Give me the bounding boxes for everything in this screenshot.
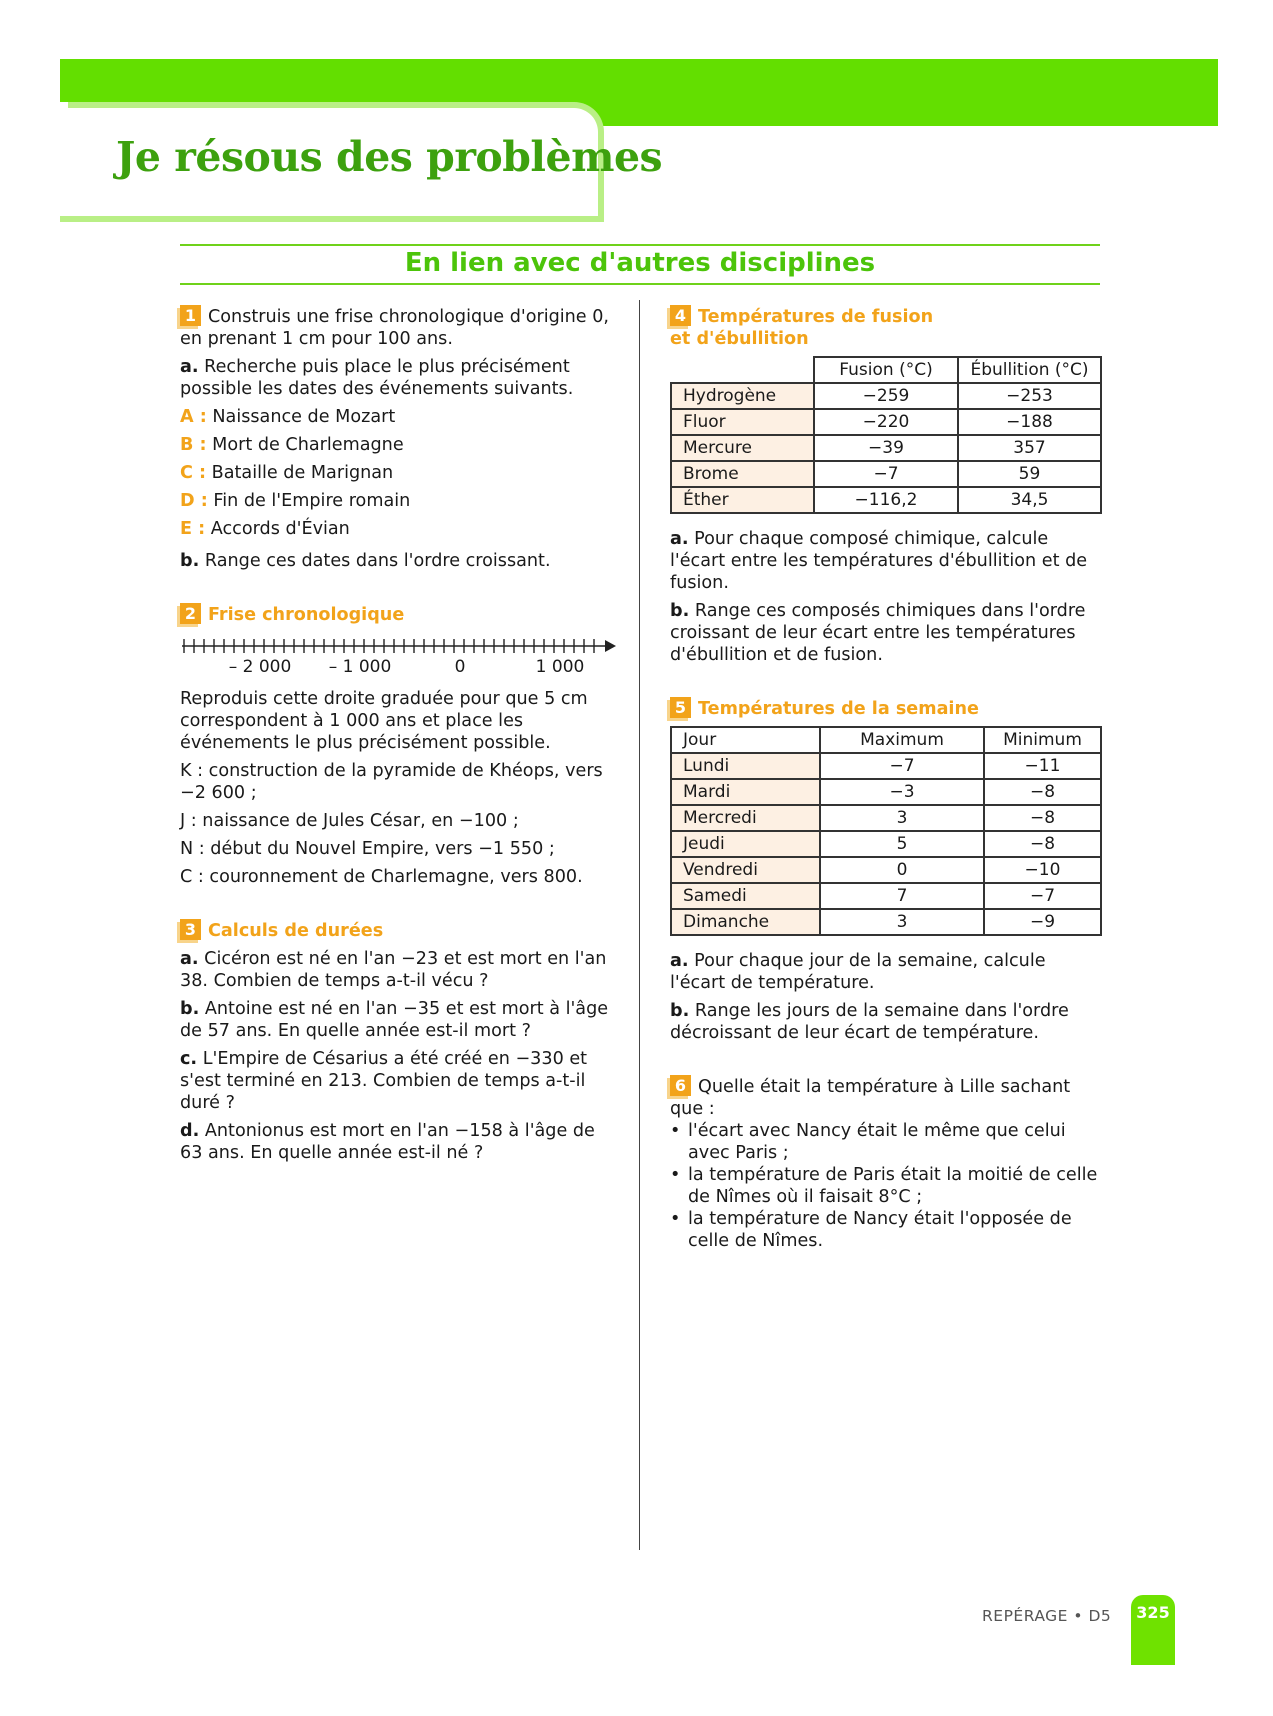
table-cell: −7 [984, 883, 1101, 909]
exercise-3 [180, 919, 620, 1164]
exercise-5 [670, 697, 1102, 1044]
exercise-intro: Construis une frise chronologique d'origine 0, en prenant 1 cm pour 100 ans. [180, 307, 610, 349]
page-title: Je résous des problèmes [116, 133, 663, 181]
axis-label: – 1 000 [328, 657, 392, 677]
table-cell-label: Vendredi [671, 857, 820, 883]
event-letter: E : [180, 519, 206, 539]
exercise-2 [180, 603, 620, 888]
item-label: c. [180, 1049, 198, 1069]
table-cell: −9 [984, 909, 1101, 935]
table-cell: −8 [984, 805, 1101, 831]
right-column [670, 305, 1102, 1252]
table-row [671, 805, 1101, 831]
item-label: b. [180, 999, 200, 1019]
table-header-row [671, 357, 1101, 383]
item-label: b. [670, 601, 690, 621]
list-item: • l'écart avec Nancy était le même que celui avec Paris ; [670, 1120, 1102, 1164]
table-cell-label: Éther [671, 487, 814, 513]
table-cell-label: Fluor [671, 409, 814, 435]
weekly-temperature-table [670, 726, 1102, 936]
condition-list [670, 1120, 1102, 1252]
item-label: b. [670, 1001, 690, 1021]
exercise-title: Calculs de durées [208, 921, 384, 941]
axis-label: 1 000 [535, 657, 585, 677]
exercise-title: Températures de la semaine [698, 699, 979, 719]
table-cell: 34,5 [958, 487, 1101, 513]
table-row [671, 487, 1101, 513]
section-rule-top [180, 244, 1100, 246]
section-rule-bottom [180, 283, 1100, 285]
table-header-cell: Minimum [984, 727, 1101, 753]
exercise-number: 1 [180, 305, 201, 326]
fusion-table [670, 356, 1102, 514]
table-cell: −3 [820, 779, 984, 805]
exercise-title: Températures de fusion [698, 307, 934, 327]
item-text: Recherche puis place le plus précisément possible les dates des événements suivants. [180, 357, 574, 399]
item-text: Pour chaque composé chimique, calcule l'écart entre les températures d'ébullition et de fusion. [670, 529, 1088, 593]
item-text: Pour chaque jour de la semaine, calcule l'écart de température. [670, 951, 1046, 993]
event-text: Mort de Charlemagne [212, 435, 404, 455]
table-cell: 7 [820, 883, 984, 909]
table-header-cell: Maximum [820, 727, 984, 753]
table-row [671, 409, 1101, 435]
table-row [671, 831, 1101, 857]
table-row [671, 435, 1101, 461]
exercise-1 [180, 305, 620, 572]
event-item: C : couronnement de Charlemagne, vers 800. [180, 867, 583, 887]
table-row [671, 883, 1101, 909]
table-cell-label: Jeudi [671, 831, 820, 857]
table-cell-label: Dimanche [671, 909, 820, 935]
item-text: Antonionus est mort en l'an −158 à l'âge de 63 ans. En quelle année est-il né ? [180, 1121, 595, 1163]
table-cell: −188 [958, 409, 1101, 435]
table-cell-label: Mercredi [671, 805, 820, 831]
exercise-text: Reproduis cette droite graduée pour que 5 cm correspondent à 1 000 ans et place les événements le plus précisément possible. [180, 689, 588, 753]
table-cell: 0 [820, 857, 984, 883]
table-header-row [671, 727, 1101, 753]
item-text: Range ces composés chimiques dans l'ordre croissant de leur écart entre les températures d'ébullition et de fusion. [670, 601, 1086, 665]
event-letter: C : [180, 463, 207, 483]
event-text: Naissance de Mozart [212, 407, 396, 427]
table-cell: 5 [820, 831, 984, 857]
item-label: a. [670, 529, 689, 549]
item-text: Cicéron est né en l'an −23 et est mort en l'an 38. Combien de temps a-t-il vécu ? [180, 949, 607, 991]
column-divider [639, 300, 640, 1550]
event-item: J : naissance de Jules César, en −100 ; [180, 811, 519, 831]
table-cell-label: Mercure [671, 435, 814, 461]
table-header-cell: Fusion (°C) [814, 357, 958, 383]
table-cell: −220 [814, 409, 958, 435]
item-text: Range les jours de la semaine dans l'ordre décroissant de leur écart de température. [670, 1001, 1069, 1043]
table-row [671, 461, 1101, 487]
event-text: Accords d'Évian [210, 519, 350, 539]
table-row [671, 909, 1101, 935]
exercise-number: 5 [670, 697, 691, 718]
list-item: • la température de Nancy était l'opposée de celle de Nîmes. [670, 1208, 1102, 1252]
event-item: N : début du Nouvel Empire, vers −1 550 ; [180, 839, 555, 859]
event-letter: A : [180, 407, 207, 427]
table-header-cell: Ébullition (°C) [958, 357, 1101, 383]
item-label: a. [670, 951, 689, 971]
axis-label: – 2 000 [228, 657, 292, 677]
exercise-intro: Quelle était la température à Lille sachant que : [670, 1077, 1071, 1119]
event-text: Fin de l'Empire romain [213, 491, 411, 511]
exercise-title: Frise chronologique [208, 605, 405, 625]
table-cell: −7 [814, 461, 958, 487]
chapter-footer: REPÉRAGE • D5 [982, 1607, 1112, 1625]
table-row [671, 753, 1101, 779]
table-cell-label: Brome [671, 461, 814, 487]
event-letter: D : [180, 491, 208, 511]
table-cell: −116,2 [814, 487, 958, 513]
table-cell: −11 [984, 753, 1101, 779]
table-cell: 357 [958, 435, 1101, 461]
item-label: a. [180, 949, 199, 969]
table-cell-label: Hydrogène [671, 383, 814, 409]
exercise-4 [670, 305, 1102, 666]
table-row [671, 383, 1101, 409]
exercise-number: 4 [670, 305, 691, 326]
item-text: Range ces dates dans l'ordre croissant. [204, 551, 551, 571]
item-label: a. [180, 357, 199, 377]
exercise-6 [670, 1075, 1102, 1252]
axis-label: 0 [454, 657, 466, 677]
exercise-number: 2 [180, 603, 201, 624]
table-cell: −259 [814, 383, 958, 409]
table-row [671, 779, 1101, 805]
page-number: 325 [1131, 1595, 1175, 1665]
table-header-cell: Jour [671, 727, 820, 753]
table-cell: 59 [958, 461, 1101, 487]
table-cell: 3 [820, 805, 984, 831]
event-item: K : construction de la pyramide de Khéops, vers −2 600 ; [180, 761, 603, 803]
table-cell: 3 [820, 909, 984, 935]
list-item: • la température de Paris était la moitié de celle de Nîmes où il faisait 8°C ; [670, 1164, 1102, 1208]
item-label: d. [180, 1121, 200, 1141]
table-cell: −7 [820, 753, 984, 779]
event-text: Bataille de Marignan [211, 463, 394, 483]
item-label: b. [180, 551, 200, 571]
table-cell-label: Samedi [671, 883, 820, 909]
arrow-head-icon [605, 640, 616, 652]
left-column [180, 305, 620, 1170]
event-letter: B : [180, 435, 207, 455]
exercise-number: 6 [670, 1075, 691, 1096]
table-cell-label: Lundi [671, 753, 820, 779]
item-text: L'Empire de Césarius a été créé en −330 et s'est terminé en 213. Combien de temps a-t-il duré ? [180, 1049, 588, 1113]
exercise-number: 3 [180, 919, 201, 940]
section-title: En lien avec d'autres disciplines [404, 248, 876, 278]
exercise-title-line2: et d'ébullition [670, 329, 809, 349]
table-cell: −8 [984, 831, 1101, 857]
item-text: Antoine est né en l'an −35 et est mort à l'âge de 57 ans. En quelle année est-il mort ? [180, 999, 609, 1041]
table-cell-label: Mardi [671, 779, 820, 805]
number-line [180, 632, 620, 680]
table-cell: −39 [814, 435, 958, 461]
table-cell: −10 [984, 857, 1101, 883]
table-cell: −253 [958, 383, 1101, 409]
table-cell: −8 [984, 779, 1101, 805]
table-row [671, 857, 1101, 883]
